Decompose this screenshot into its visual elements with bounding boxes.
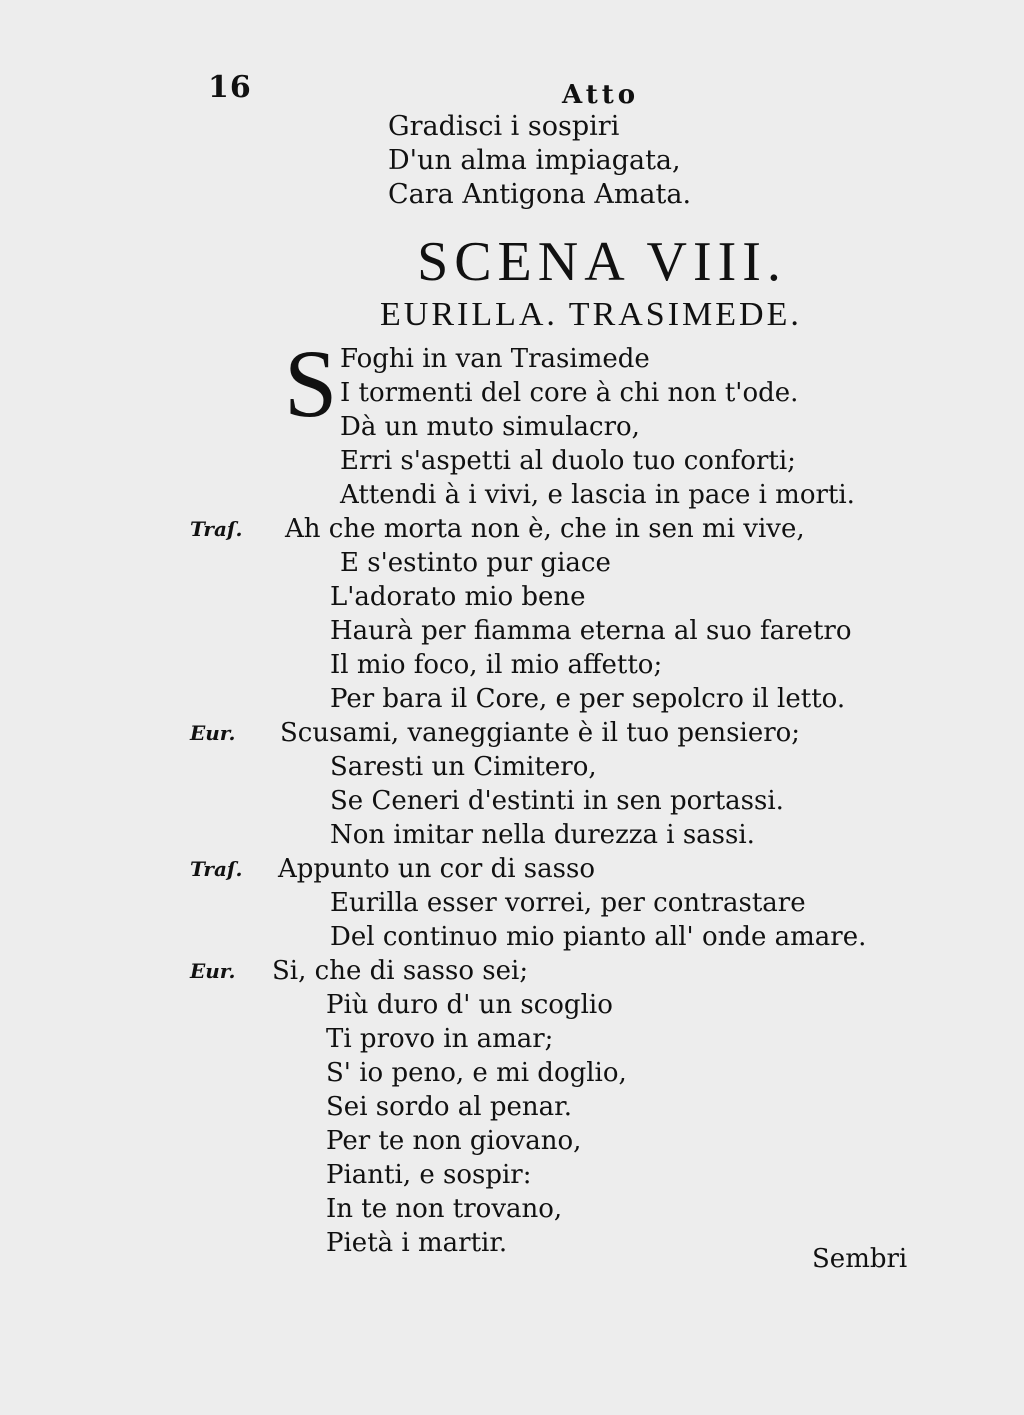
- line-text: Per te non giovano,: [326, 1126, 582, 1156]
- line-text: L'adorato mio bene: [330, 582, 586, 612]
- scene-characters: EURILLA. TRASIMEDE.: [380, 296, 802, 333]
- dialogue-line: [0, 376, 1024, 410]
- line-text: Per bara il Core, e per sepolcro il letto.: [330, 684, 846, 714]
- line-text: Il mio foco, il mio affetto;: [330, 650, 663, 680]
- page-number: 16: [208, 70, 252, 105]
- dialogue-block: [0, 342, 1024, 1260]
- speaker-label: Traſ.: [190, 517, 243, 541]
- opening-verse: [388, 110, 691, 212]
- line-text: Del continuo mio pianto all' onde amare.: [330, 922, 867, 952]
- line-text: Ah che morta non è, che in sen mi vive,: [285, 514, 805, 544]
- dialogue-line: [0, 342, 1024, 376]
- speaker-label: Eur.: [190, 959, 236, 983]
- speaker-label: Traſ.: [190, 857, 243, 881]
- dialogue-line: [0, 580, 1024, 614]
- line-text: Attendi à i vivi, e lascia in pace i morti.: [340, 480, 855, 510]
- dialogue-line: [0, 1158, 1024, 1192]
- dialogue-line: [0, 410, 1024, 444]
- dialogue-line: [0, 1056, 1024, 1090]
- line-text: Dà un muto simulacro,: [340, 412, 640, 442]
- line-text: S' io peno, e mi doglio,: [326, 1058, 627, 1088]
- line-text: Eurilla esser vorrei, per contrastare: [330, 888, 806, 918]
- dialogue-line: [0, 1022, 1024, 1056]
- dialogue-line: [0, 1192, 1024, 1226]
- speaker-label: Eur.: [190, 721, 236, 745]
- line-text: Ti provo in amar;: [326, 1024, 554, 1054]
- dialogue-line: [0, 784, 1024, 818]
- dialogue-line: [0, 954, 1024, 988]
- line-text: Pietà i martir.: [326, 1228, 508, 1258]
- dialogue-line: [0, 750, 1024, 784]
- line-text: Sei sordo al penar.: [326, 1092, 572, 1122]
- line-text: Haurà per fiamma eterna al suo faretro: [330, 616, 852, 646]
- line-text: Se Ceneri d'estinti in sen portassi.: [330, 786, 784, 816]
- line-text: Appunto un cor di sasso: [278, 854, 595, 884]
- line-text: Scusami, vaneggiante è il tuo pensiero;: [280, 718, 801, 748]
- dialogue-line: [0, 988, 1024, 1022]
- dialogue-line: [0, 614, 1024, 648]
- dialogue-line: [0, 444, 1024, 478]
- dialogue-line: [0, 478, 1024, 512]
- line-text: E s'estinto pur giace: [340, 548, 611, 578]
- dialogue-line: [0, 920, 1024, 954]
- verse-line: D'un alma impiagata,: [388, 145, 681, 176]
- dialogue-line: [0, 682, 1024, 716]
- line-text: I tormenti del core à chi non t'ode.: [340, 378, 799, 408]
- verse-line: Cara Antigona Amata.: [388, 179, 692, 210]
- running-head: Atto: [562, 80, 640, 110]
- line-text: Più duro d' un scoglio: [326, 990, 613, 1020]
- dialogue-line: [0, 1090, 1024, 1124]
- line-text: Erri s'aspetti al duolo tuo conforti;: [340, 446, 796, 476]
- line-text: Saresti un Cimitero,: [330, 752, 597, 782]
- line-text: In te non trovano,: [326, 1194, 563, 1224]
- dialogue-line: [0, 512, 1024, 546]
- dialogue-line: [0, 716, 1024, 750]
- dialogue-line: [0, 886, 1024, 920]
- scene-title: SCENA VIII.: [417, 231, 787, 293]
- dialogue-line: [0, 818, 1024, 852]
- dialogue-line: [0, 648, 1024, 682]
- dialogue-line: [0, 852, 1024, 886]
- dialogue-line: [0, 1124, 1024, 1158]
- dialogue-line: [0, 546, 1024, 580]
- line-text: Pianti, e sospir:: [326, 1160, 532, 1190]
- line-text: Non imitar nella durezza i sassi.: [330, 820, 755, 850]
- drop-cap: S: [284, 330, 338, 437]
- line-text: Si, che di sasso sei;: [272, 956, 529, 986]
- verse-line: Gradisci i sospiri: [388, 111, 620, 142]
- catchword: Sembri: [812, 1244, 908, 1274]
- line-text: Foghi in van Trasimede: [340, 344, 650, 374]
